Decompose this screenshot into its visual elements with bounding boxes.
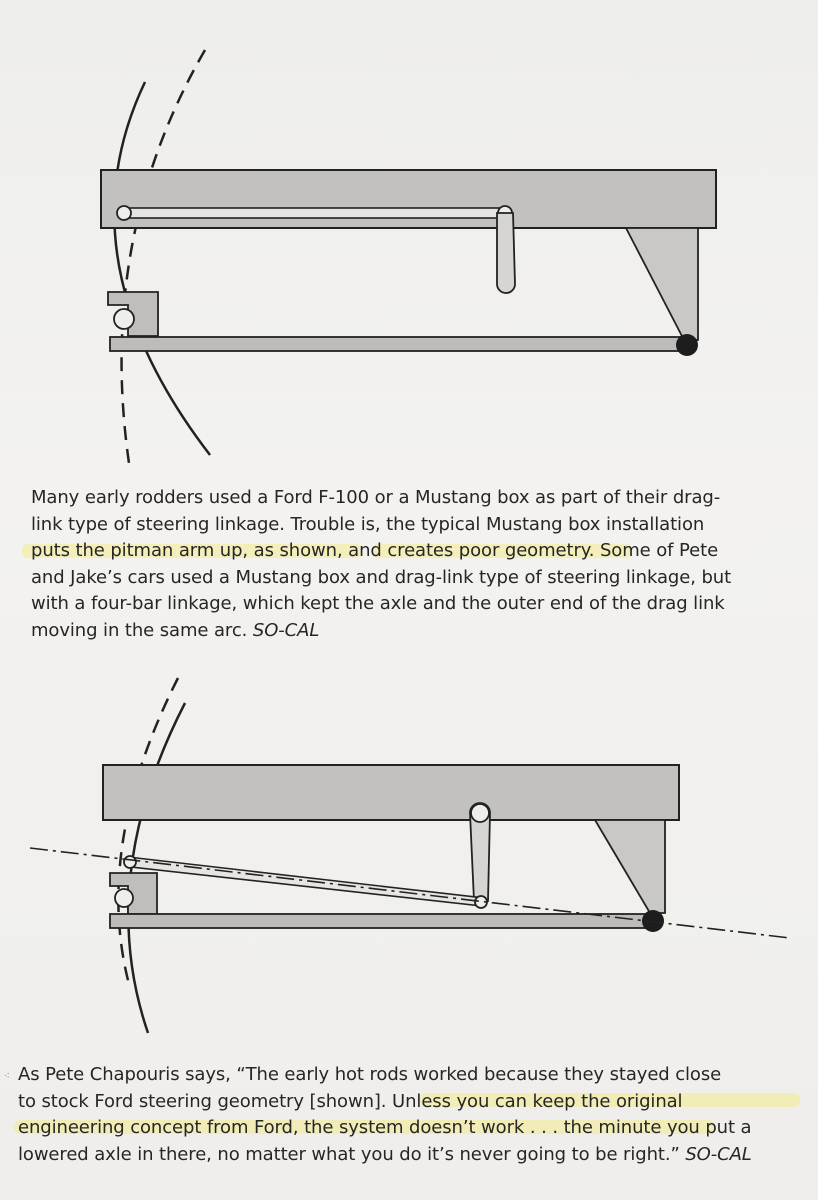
caption-stock-ford	[18, 1062, 798, 1168]
steering-diagram-stock-ford	[0, 668, 818, 1048]
photo-credit: SO-CAL	[252, 619, 320, 641]
frame-rail	[101, 170, 716, 228]
radius-rod-bracket	[626, 228, 698, 340]
drag-link-arc-dashed	[118, 678, 178, 988]
drag-link-outer-joint	[124, 856, 136, 868]
drag-link	[128, 857, 484, 906]
margin-mark: ⁖	[4, 1071, 10, 1082]
drag-link-arc-dashed	[122, 50, 205, 470]
caption-line: moving in the same arc.	[31, 619, 248, 641]
radius-rod-pivot	[676, 334, 698, 356]
kingpin-circle	[115, 889, 133, 907]
axle-radius-rod	[110, 914, 655, 928]
axle-radius-rod	[110, 337, 688, 351]
caption-line: to stock Ford steering geometry [shown]. Unless you can keep the original	[18, 1090, 683, 1112]
caption-line: and Jake’s cars used a Mustang box and drag-link type of steering linkage, but	[31, 566, 732, 588]
caption-line: engineering concept from Ford, the system doesn’t work . . . the minute you put a	[18, 1117, 752, 1138]
photo-credit: SO-CAL	[685, 1143, 752, 1165]
kingpin-circle	[114, 309, 134, 329]
drag-link-outer-joint	[117, 206, 131, 220]
radius-rod-bracket	[595, 820, 665, 913]
caption-last-line	[31, 618, 791, 645]
caption-line: lowered axle in there, no matter what you do it’s never going to be right.”	[18, 1143, 680, 1165]
pitman-arm	[497, 213, 515, 293]
drag-link	[122, 208, 506, 218]
caption-line: As Pete Chapouris says, “The early hot rods worked because they stayed close	[18, 1064, 722, 1085]
pitman-arm-top-joint	[471, 804, 489, 822]
caption-line: Many early rodders used a Ford F-100 or a Mustang box as part of their drag-	[31, 487, 721, 508]
caption-line: with a four-bar linkage, which kept the axle and the outer end of the drag link	[31, 593, 725, 614]
caption-line: link type of steering linkage. Trouble is, the typical Mustang box installation	[31, 513, 705, 535]
caption-last-line	[18, 1142, 798, 1169]
caption-line: puts the pitman arm up, as shown, and creates poor geometry. Some of Pete	[31, 540, 719, 561]
caption-pitman-up	[31, 485, 791, 644]
steering-diagram-pitman-up	[0, 40, 818, 480]
frame-rail	[103, 765, 679, 820]
